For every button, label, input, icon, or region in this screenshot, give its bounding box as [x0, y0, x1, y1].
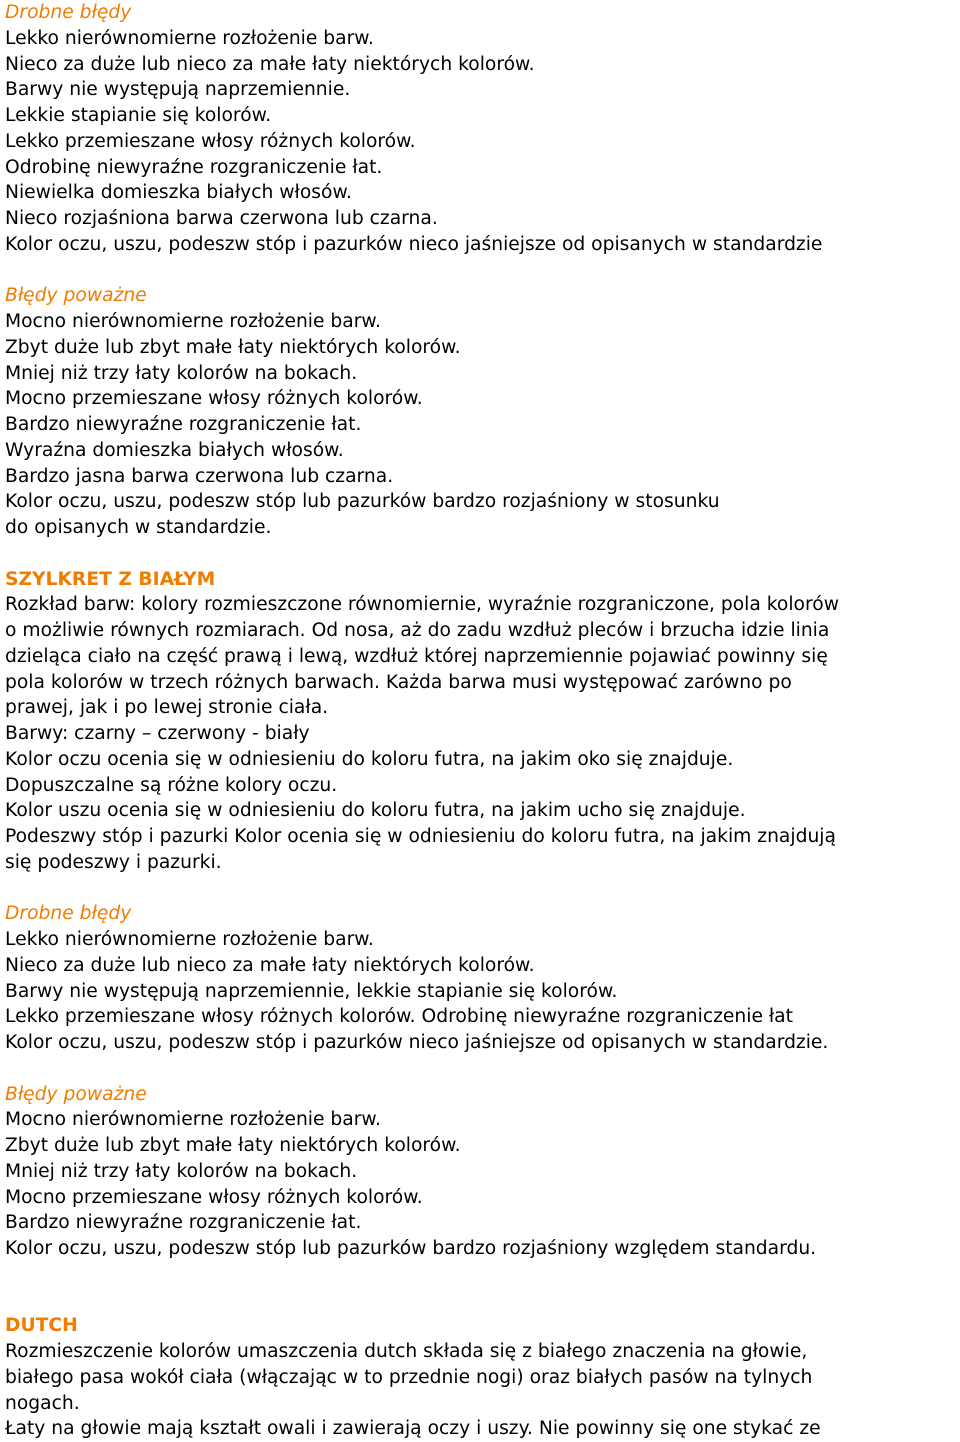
section-dutch — [5, 1313, 960, 1442]
text-line: białego pasa wokół ciała (włączając w to przednie nogi) oraz białych pasów na tylnych — [5, 1366, 813, 1388]
text-line: Mocno nierównomierne rozłożenie barw. — [5, 311, 381, 332]
text-line: dzieląca ciało na część prawą i lewą, wzdłuż której naprzemiennie pojawiać powinny się — [5, 645, 828, 667]
text-line: Zbyt duże lub zbyt małe łaty niektórych kolorów. — [5, 336, 461, 358]
text-line: Niewielka domieszka białych włosów. — [5, 182, 352, 204]
text-line: Rozkład barw: kolory rozmieszczone równomiernie, wyraźnie rozgraniczone, pola kolorów — [5, 594, 839, 616]
text-line: Zbyt duże lub zbyt małe łaty niektórych kolorów. — [5, 1135, 461, 1156]
text-line: Lekko przemieszane włosy różnych kolorów. Odrobinę niewyraźne rozgraniczenie łat — [5, 1006, 793, 1028]
text-line: Kolor oczu, uszu, podeszw stóp i pazurków nieco jaśniejsze od opisanych w standardzie. — [5, 1032, 829, 1053]
text-line: Lekkie stapianie się kolorów. — [5, 105, 272, 126]
section-heading: Drobne błędy — [5, 903, 132, 925]
text-line: Mocno przemieszane włosy różnych kolorów. — [5, 388, 423, 410]
text-line: Mniej niż trzy łaty kolorów na bokach. — [5, 1160, 358, 1182]
text-line: Rozmieszczenie kolorów umaszczenia dutch składa się z białego znaczenia na głowie, — [5, 1341, 808, 1362]
spacer — [5, 876, 960, 902]
text-line: Lekko nierównomierne rozłożenie barw. — [5, 27, 374, 49]
text-line: Mocno przemieszane włosy różnych kolorów. — [5, 1186, 423, 1208]
text-line: Łaty na głowie mają kształt owali i zawierają oczy i uszy. Nie powinny się one stykać ze — [5, 1418, 821, 1440]
text-line: Mocno nierównomierne rozłożenie barw. — [5, 1109, 381, 1131]
text-line: Kolor oczu, uszu, podeszw stóp lub pazurków bardzo rozjaśniony względem standardu. — [5, 1238, 817, 1259]
spacer — [5, 1056, 960, 1082]
text-line: Lekko przemieszane włosy różnych kolorów. — [5, 130, 416, 152]
spacer — [5, 1262, 960, 1314]
text-line: Nieco za duże lub nieco za małe łaty niektórych kolorów. — [5, 53, 535, 75]
text-line: Barwy nie występują naprzemiennie. — [5, 79, 351, 101]
text-line: Kolor oczu ocenia się w odniesieniu do koloru futra, na jakim oko się znajduje. — [5, 748, 734, 770]
text-line: Kolor oczu, uszu, podeszw stóp i pazurków nieco jaśniejsze od opisanych w standardzie — [5, 233, 823, 255]
text-line: Bardzo niewyraźne rozgraniczenie łat. — [5, 414, 362, 435]
section-heading: Błędy poważne — [5, 285, 147, 307]
text-line: prawej, jak i po lewej stronie ciała. — [5, 697, 329, 719]
section-minor-faults-2 — [5, 901, 960, 1056]
text-line: Nieco rozjaśniona barwa czerwona lub czarna. — [5, 208, 438, 229]
text-line: Barwy: czarny – czerwony - biały — [5, 723, 310, 744]
section-serious-faults — [5, 283, 960, 541]
section-serious-faults-2 — [5, 1082, 960, 1262]
document-body — [5, 0, 960, 1442]
spacer — [5, 541, 960, 567]
text-line: Barwy nie występują naprzemiennie, lekkie stapianie się kolorów. — [5, 980, 618, 1002]
text-line: Dopuszczalne są różne kolory oczu. — [5, 774, 338, 796]
section-title: SZYLKRET Z BIAŁYM — [5, 568, 216, 590]
text-line: Podeszwy stóp i pazurki Kolor ocenia się w odniesieniu do koloru futra, na jakim znajdują — [5, 826, 836, 847]
text-line: Wyraźna domieszka białych włosów. — [5, 439, 344, 461]
text-line: Kolor oczu, uszu, podeszw stóp lub pazurków bardzo rozjaśniony w stosunku — [5, 491, 720, 513]
section-heading: Błędy poważne — [5, 1083, 147, 1105]
text-line: nogach. — [5, 1392, 80, 1414]
spacer — [5, 258, 960, 284]
text-line: Kolor uszu ocenia się w odniesieniu do koloru futra, na jakim ucho się znajduje. — [5, 800, 746, 822]
section-title: DUTCH — [5, 1315, 78, 1337]
section-heading: Drobne błędy — [5, 2, 132, 23]
text-line: do opisanych w standardzie. — [5, 517, 272, 538]
section-minor-faults — [5, 0, 960, 258]
text-line: o możliwie równych rozmiarach. Od nosa, aż do zadu wzdłuż pleców i brzucha idzie linia — [5, 620, 830, 641]
text-line: pola kolorów w trzech różnych barwach. Każda barwa musi występować zarówno po — [5, 671, 792, 693]
text-line: Odrobinę niewyraźne rozgraniczenie łat. — [5, 156, 383, 178]
section-tortoiseshell-white — [5, 567, 960, 876]
text-line: Lekko nierównomierne rozłożenie barw. — [5, 929, 374, 950]
text-line: Bardzo niewyraźne rozgraniczenie łat. — [5, 1212, 362, 1234]
text-line: się podeszwy i pazurki. — [5, 851, 222, 873]
text-line: Nieco za duże lub nieco za małe łaty niektórych kolorów. — [5, 954, 535, 976]
text-line: Mniej niż trzy łaty kolorów na bokach. — [5, 362, 358, 384]
text-line: Bardzo jasna barwa czerwona lub czarna. — [5, 465, 394, 487]
